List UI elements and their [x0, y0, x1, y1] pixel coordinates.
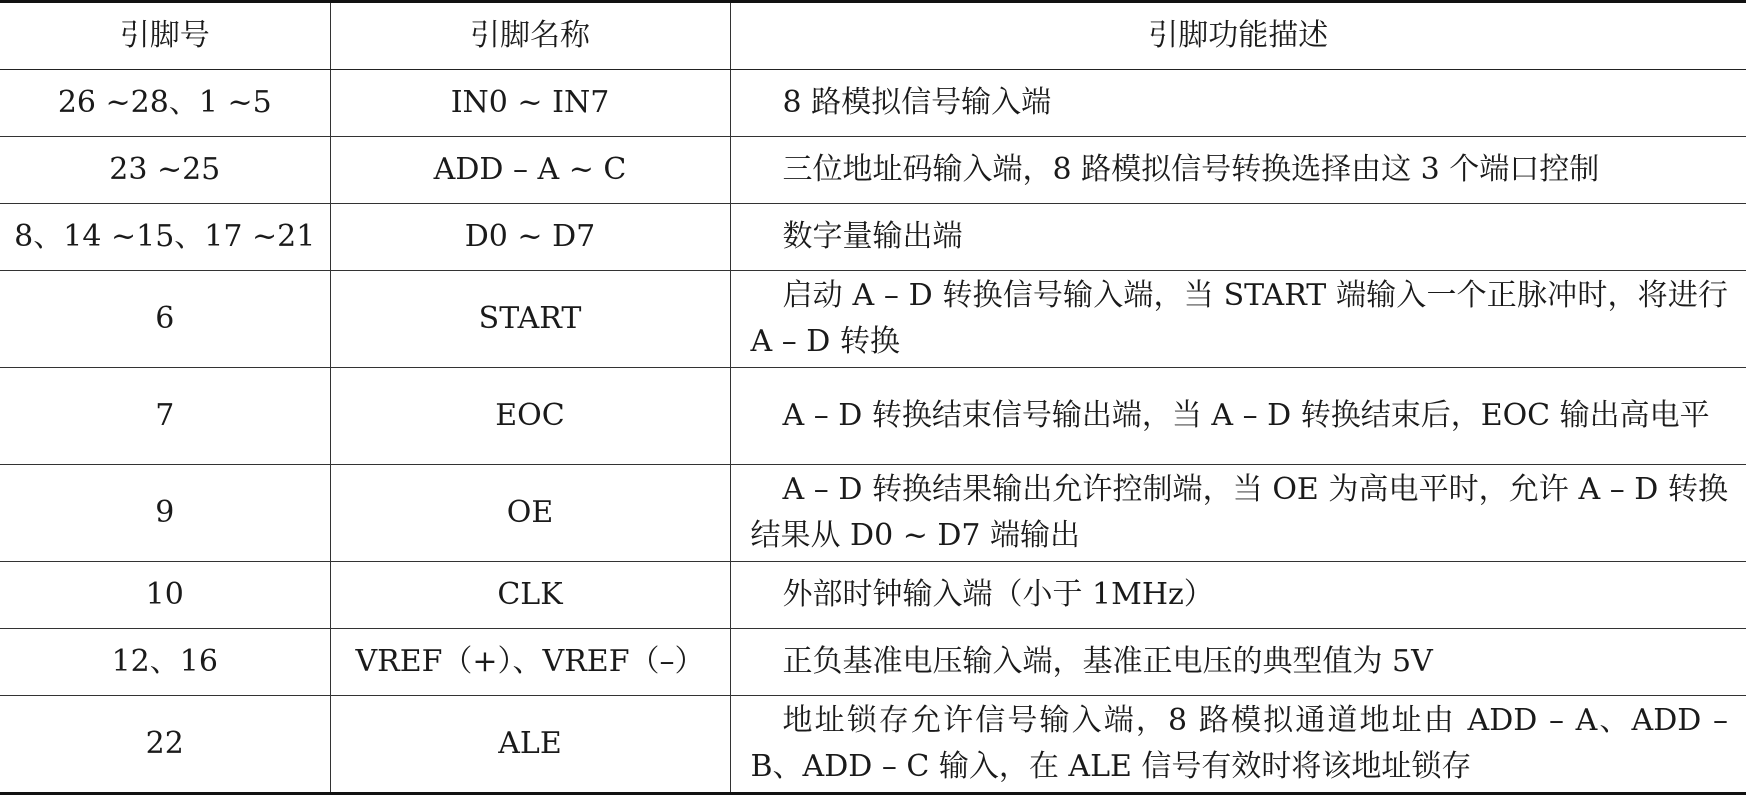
pin-number-cell: 23 ~25 [0, 137, 330, 204]
pin-name-cell: START [330, 271, 730, 368]
pin-name-cell: CLK [330, 562, 730, 629]
pin-description-cell: 启动 A – D 转换信号输入端，当 START 端输入一个正脉冲时，将进行 A – D 转换 [730, 271, 1746, 368]
pin-description-cell: A – D 转换结束信号输出端，当 A – D 转换结束后，EOC 输出高电平 [730, 368, 1746, 465]
pin-name-cell: IN0 ~ IN7 [330, 70, 730, 137]
pin-number-cell: 7 [0, 368, 330, 465]
header-pin-name: 引脚名称 [330, 2, 730, 70]
pin-number-cell: 12、16 [0, 629, 330, 696]
pin-description-cell: 三位地址码输入端，8 路模拟信号转换选择由这 3 个端口控制 [730, 137, 1746, 204]
table-body [0, 70, 1746, 794]
pin-name-cell: ALE [330, 696, 730, 794]
pin-name-cell: ADD – A ~ C [330, 137, 730, 204]
pin-name-cell: EOC [330, 368, 730, 465]
table-row [0, 465, 1746, 562]
table-row [0, 137, 1746, 204]
pin-number-cell: 26 ~28、1 ~5 [0, 70, 330, 137]
pin-description-cell: 外部时钟输入端（小于 1MHz） [730, 562, 1746, 629]
pin-number-cell: 22 [0, 696, 330, 794]
table-row [0, 70, 1746, 137]
pin-number-cell: 6 [0, 271, 330, 368]
table-row [0, 271, 1746, 368]
header-pin-description: 引脚功能描述 [730, 2, 1746, 70]
pin-name-cell: OE [330, 465, 730, 562]
header-row [0, 2, 1746, 70]
pin-description-cell: 数字量输出端 [730, 204, 1746, 271]
table-row [0, 368, 1746, 465]
pin-name-cell: VREF（+）、VREF（–） [330, 629, 730, 696]
pin-number-cell: 8、14 ~15、17 ~21 [0, 204, 330, 271]
table-row [0, 562, 1746, 629]
header-pin-number: 引脚号 [0, 2, 330, 70]
pin-name-cell: D0 ~ D7 [330, 204, 730, 271]
pin-description-cell: 8 路模拟信号输入端 [730, 70, 1746, 137]
table-row [0, 204, 1746, 271]
pin-number-cell: 10 [0, 562, 330, 629]
table-row [0, 696, 1746, 794]
table-header [0, 2, 1746, 70]
pin-description-cell: 地址锁存允许信号输入端，8 路模拟通道地址由 ADD – A、ADD – B、ADD – C 输入，在 ALE 信号有效时将该地址锁存 [730, 696, 1746, 794]
pin-number-cell: 9 [0, 465, 330, 562]
table-row [0, 629, 1746, 696]
pin-description-cell: 正负基准电压输入端，基准正电压的典型值为 5V [730, 629, 1746, 696]
pin-description-cell: A – D 转换结果输出允许控制端，当 OE 为高电平时，允许 A – D 转换结果从 D0 ~ D7 端输出 [730, 465, 1746, 562]
